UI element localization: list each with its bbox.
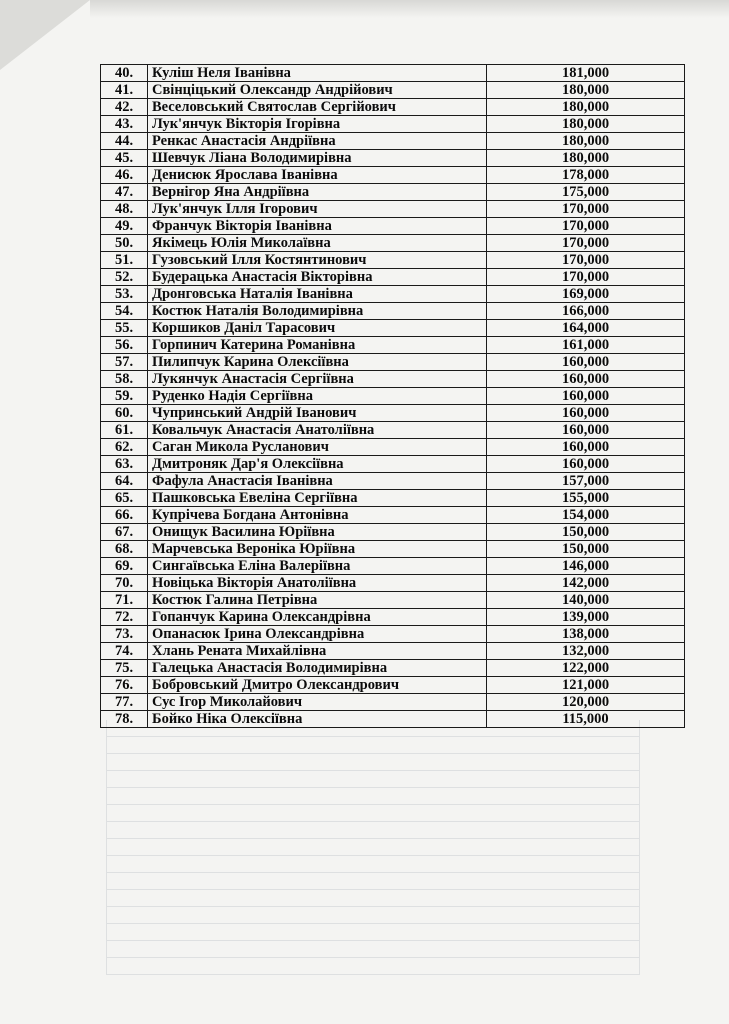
row-number: 49. (101, 218, 148, 235)
score-value: 170,000 (487, 269, 685, 286)
table-row (101, 235, 685, 252)
table-row (101, 269, 685, 286)
applicant-name: Купрічева Богдана Антонівна (148, 507, 487, 524)
applicant-name: Хлань Рената Михайлівна (148, 643, 487, 660)
score-value: 180,000 (487, 116, 685, 133)
row-number: 41. (101, 82, 148, 99)
score-value: 120,000 (487, 694, 685, 711)
applicant-name: Бойко Ніка Олексіївна (148, 711, 487, 728)
row-number: 76. (101, 677, 148, 694)
table-row (101, 541, 685, 558)
table-row (101, 201, 685, 218)
score-value: 161,000 (487, 337, 685, 354)
table-row (101, 643, 685, 660)
row-number: 47. (101, 184, 148, 201)
score-value: 181,000 (487, 65, 685, 82)
applicant-name: Лук'янчук Ілля Ігорович (148, 201, 487, 218)
row-number: 60. (101, 405, 148, 422)
score-value: 170,000 (487, 252, 685, 269)
score-value: 170,000 (487, 201, 685, 218)
table-row (101, 609, 685, 626)
score-value: 138,000 (487, 626, 685, 643)
applicant-name: Будерацька Анастасія Вікторівна (148, 269, 487, 286)
applicant-name: Костюк Галина Петрівна (148, 592, 487, 609)
row-number: 77. (101, 694, 148, 711)
applicant-name: Вернігор Яна Андріївна (148, 184, 487, 201)
row-number: 66. (101, 507, 148, 524)
score-value: 169,000 (487, 286, 685, 303)
row-number: 56. (101, 337, 148, 354)
row-number: 58. (101, 371, 148, 388)
table-row (101, 354, 685, 371)
applicant-name: Горпинич Катерина Романівна (148, 337, 487, 354)
row-number: 54. (101, 303, 148, 320)
score-value: 160,000 (487, 388, 685, 405)
folded-corner (0, 0, 90, 70)
ranking-table-body (101, 65, 685, 728)
row-number: 45. (101, 150, 148, 167)
score-value: 160,000 (487, 371, 685, 388)
score-value: 139,000 (487, 609, 685, 626)
score-value: 178,000 (487, 167, 685, 184)
table-row (101, 456, 685, 473)
applicant-name: Куліш Неля Іванівна (148, 65, 487, 82)
applicant-name: Денисюк Ярослава Іванівна (148, 167, 487, 184)
row-number: 64. (101, 473, 148, 490)
table-row (101, 320, 685, 337)
row-number: 71. (101, 592, 148, 609)
table-row (101, 405, 685, 422)
table-row (101, 490, 685, 507)
row-number: 52. (101, 269, 148, 286)
table-row (101, 150, 685, 167)
row-number: 74. (101, 643, 148, 660)
table-row (101, 711, 685, 728)
table-row (101, 592, 685, 609)
table-row (101, 167, 685, 184)
score-value: 115,000 (487, 711, 685, 728)
score-value: 142,000 (487, 575, 685, 592)
table-row (101, 116, 685, 133)
applicant-name: Пилипчук Карина Олексіївна (148, 354, 487, 371)
score-value: 157,000 (487, 473, 685, 490)
row-number: 51. (101, 252, 148, 269)
applicant-name: Сингаївська Еліна Валеріївна (148, 558, 487, 575)
applicant-name: Галецька Анастасія Володимирівна (148, 660, 487, 677)
applicant-name: Бобровський Дмитро Олександрович (148, 677, 487, 694)
score-value: 154,000 (487, 507, 685, 524)
row-number: 55. (101, 320, 148, 337)
applicant-name: Онищук Василина Юріївна (148, 524, 487, 541)
applicant-name: Якімець Юлія Миколаївна (148, 235, 487, 252)
row-number: 59. (101, 388, 148, 405)
table-row (101, 694, 685, 711)
table-row (101, 337, 685, 354)
table-row (101, 82, 685, 99)
score-value: 160,000 (487, 439, 685, 456)
applicant-name: Веселовський Святослав Сергійович (148, 99, 487, 116)
table-row (101, 303, 685, 320)
table-row (101, 660, 685, 677)
applicant-name: Опанасюк Ірина Олександрівна (148, 626, 487, 643)
applicant-name: Коршиков Даніл Тарасович (148, 320, 487, 337)
applicant-name: Пашковська Евеліна Сергіївна (148, 490, 487, 507)
row-number: 63. (101, 456, 148, 473)
table-row (101, 184, 685, 201)
row-number: 46. (101, 167, 148, 184)
score-value: 150,000 (487, 524, 685, 541)
table-row (101, 388, 685, 405)
score-value: 140,000 (487, 592, 685, 609)
score-value: 170,000 (487, 235, 685, 252)
table-row (101, 133, 685, 150)
applicant-name: Марчевська Вероніка Юріївна (148, 541, 487, 558)
row-number: 42. (101, 99, 148, 116)
score-value: 146,000 (487, 558, 685, 575)
score-value: 155,000 (487, 490, 685, 507)
applicant-name: Шевчук Ліана Володимирівна (148, 150, 487, 167)
applicant-name: Франчук Вікторія Іванівна (148, 218, 487, 235)
score-value: 180,000 (487, 133, 685, 150)
table-row (101, 677, 685, 694)
row-number: 43. (101, 116, 148, 133)
row-number: 75. (101, 660, 148, 677)
table-row (101, 439, 685, 456)
applicant-name: Лук'янчук Вікторія Ігорівна (148, 116, 487, 133)
score-value: 180,000 (487, 99, 685, 116)
row-number: 72. (101, 609, 148, 626)
score-value: 160,000 (487, 405, 685, 422)
table-row (101, 218, 685, 235)
table-row (101, 252, 685, 269)
row-number: 50. (101, 235, 148, 252)
score-value: 166,000 (487, 303, 685, 320)
score-value: 150,000 (487, 541, 685, 558)
table-row (101, 473, 685, 490)
scan-top-shadow (90, 0, 729, 18)
applicant-name: Лукянчук Анастасія Сергіївна (148, 371, 487, 388)
score-value: 164,000 (487, 320, 685, 337)
applicant-name: Ренкас Анастасія Андріївна (148, 133, 487, 150)
applicant-name: Саган Микола Русланович (148, 439, 487, 456)
row-number: 62. (101, 439, 148, 456)
table-row (101, 371, 685, 388)
row-number: 57. (101, 354, 148, 371)
applicant-name: Дмитроняк Дар'я Олексіївна (148, 456, 487, 473)
applicant-name: Дронговська Наталія Іванівна (148, 286, 487, 303)
applicant-name: Чупринський Андрій Іванович (148, 405, 487, 422)
table-row (101, 575, 685, 592)
row-number: 69. (101, 558, 148, 575)
bleed-through-table (106, 720, 640, 975)
table-row (101, 99, 685, 116)
applicant-name: Костюк Наталія Володимирівна (148, 303, 487, 320)
score-value: 121,000 (487, 677, 685, 694)
score-value: 180,000 (487, 82, 685, 99)
row-number: 61. (101, 422, 148, 439)
score-value: 122,000 (487, 660, 685, 677)
score-value: 170,000 (487, 218, 685, 235)
row-number: 40. (101, 65, 148, 82)
applicant-name: Свінціцький Олександр Андрійович (148, 82, 487, 99)
score-value: 132,000 (487, 643, 685, 660)
applicant-name: Новіцька Вікторія Анатоліївна (148, 575, 487, 592)
applicant-name: Гузовський Ілля Костянтинович (148, 252, 487, 269)
score-value: 160,000 (487, 456, 685, 473)
score-value: 180,000 (487, 150, 685, 167)
applicant-name: Сус Ігор Миколайович (148, 694, 487, 711)
table-row (101, 558, 685, 575)
table-row (101, 524, 685, 541)
table-row (101, 507, 685, 524)
row-number: 68. (101, 541, 148, 558)
applicant-name: Руденко Надія Сергіївна (148, 388, 487, 405)
score-value: 175,000 (487, 184, 685, 201)
row-number: 65. (101, 490, 148, 507)
row-number: 67. (101, 524, 148, 541)
row-number: 73. (101, 626, 148, 643)
row-number: 78. (101, 711, 148, 728)
table-row (101, 422, 685, 439)
row-number: 44. (101, 133, 148, 150)
applicant-name: Ковальчук Анастасія Анатоліївна (148, 422, 487, 439)
table-row (101, 286, 685, 303)
ranking-table (100, 64, 685, 728)
row-number: 53. (101, 286, 148, 303)
row-number: 70. (101, 575, 148, 592)
score-value: 160,000 (487, 354, 685, 371)
applicant-name: Гопанчук Карина Олександрівна (148, 609, 487, 626)
table-row (101, 626, 685, 643)
score-value: 160,000 (487, 422, 685, 439)
applicant-name: Фафула Анастасія Іванівна (148, 473, 487, 490)
table-row (101, 65, 685, 82)
row-number: 48. (101, 201, 148, 218)
